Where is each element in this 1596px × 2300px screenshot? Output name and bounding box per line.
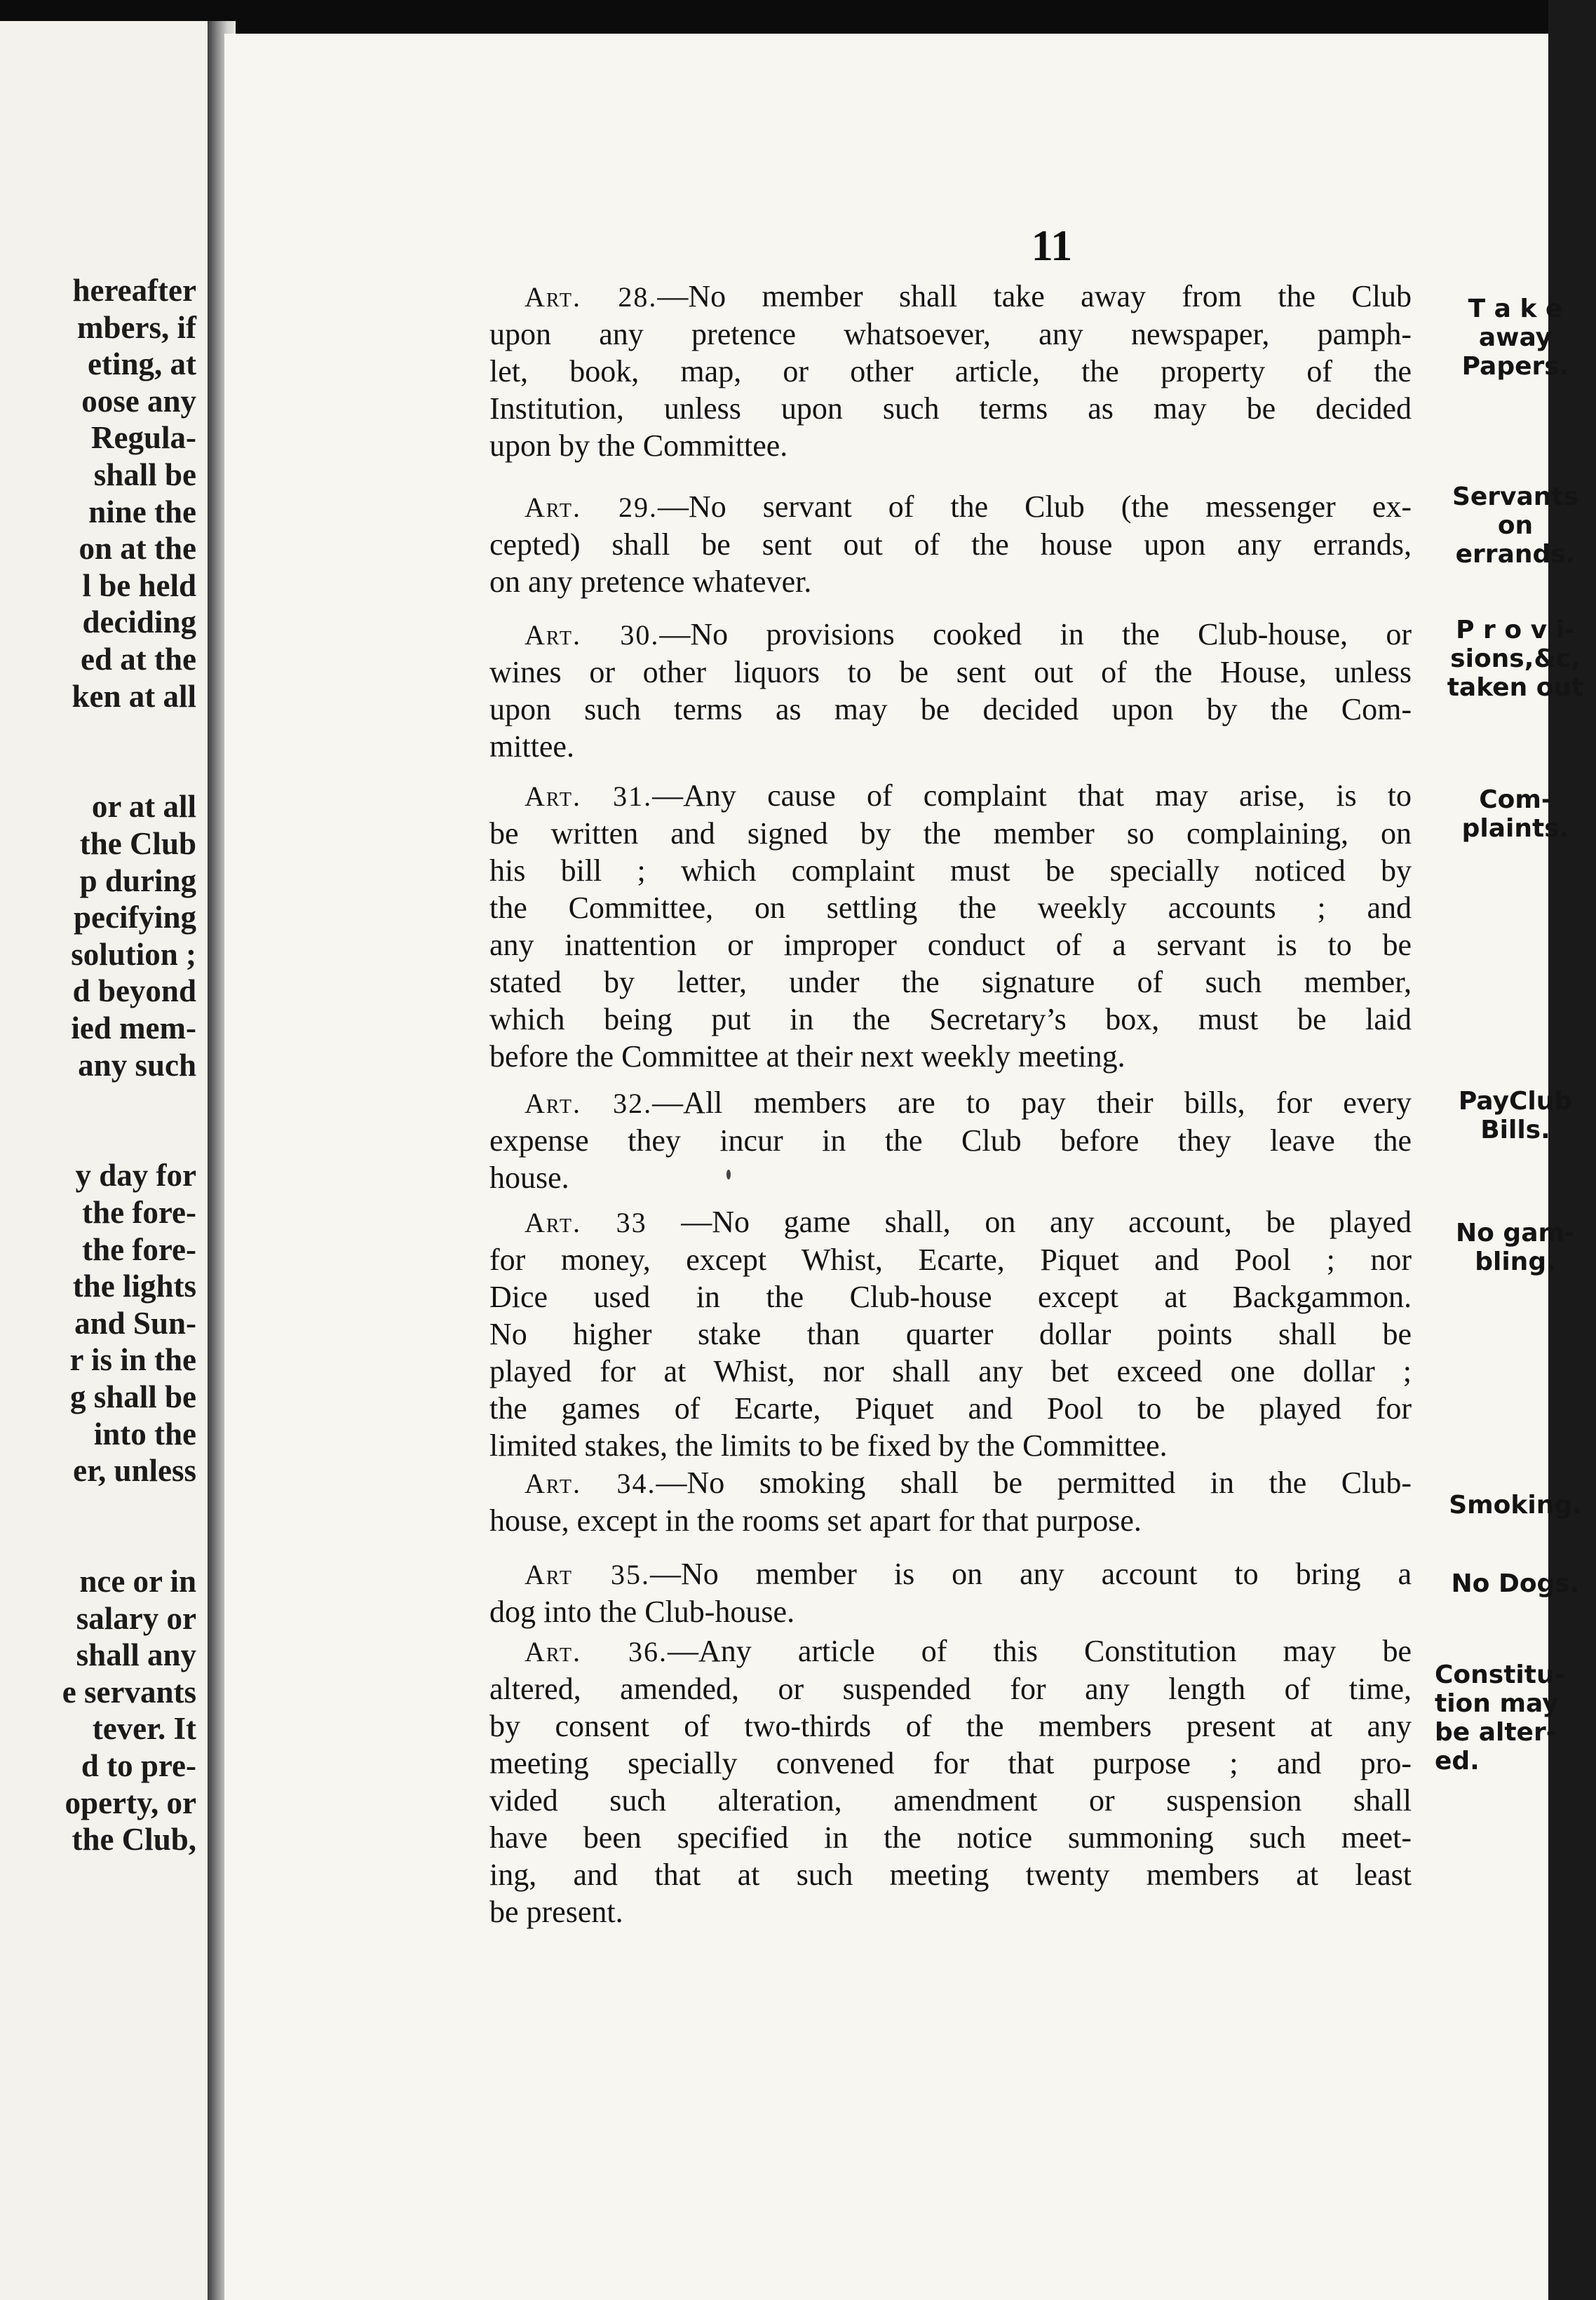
article-label: Art. 30.: [525, 619, 660, 651]
article-line: dog into the Club-house.: [489, 1595, 795, 1629]
facing-page-line: d to pre-: [81, 1748, 196, 1783]
article-line: Institution, unless upon such terms as may be decided: [489, 391, 1412, 426]
article-paragraph: [489, 278, 1412, 464]
margin-note-line: T a k e: [1468, 295, 1563, 323]
article-line: for money, except Whist, Ecarte, Piquet and Pool ; nor: [489, 1243, 1412, 1277]
margin-note-line: No gam-: [1456, 1219, 1575, 1247]
facing-page-line: tever. It: [92, 1711, 196, 1747]
article-line: upon any pretence whatsoever, any newspaper, pamph-: [489, 317, 1412, 351]
facing-page-line: e servants: [62, 1674, 196, 1710]
article-paragraph: [489, 1632, 1412, 1930]
margin-note-line: Com-: [1479, 785, 1552, 814]
margin-note-line: No Dogs.: [1451, 1569, 1580, 1598]
article-line: meeting specially convened for that purpose ; and pro-: [489, 1746, 1412, 1780]
article-line: upon such terms as may be decided upon by the Com-: [489, 692, 1412, 726]
article-line: stated by letter, under the signature of such member,: [489, 965, 1412, 999]
article-label: Art. 28.: [525, 281, 658, 313]
margin-note-line: Constitu-: [1435, 1660, 1565, 1689]
article-line: vided such alteration, amendment or suspension shall: [489, 1783, 1412, 1818]
article-line: No higher stake than quarter dollar points shall be: [489, 1317, 1412, 1351]
article-line: ing, and that at such meeting twenty members at least: [489, 1858, 1412, 1892]
facing-page-line: the fore-: [82, 1195, 196, 1230]
page-number: 11: [1031, 222, 1073, 270]
article-line: on any pretence whatever.: [489, 564, 812, 599]
article-line: have been specified in the notice summoning such meet-: [489, 1820, 1412, 1855]
facing-page-line: l be held: [82, 567, 196, 603]
article-line: [489, 777, 1412, 815]
article-line-text: —No member shall take away from the Club: [657, 279, 1412, 313]
article-line-text: —All members are to pay their bills, for every: [652, 1085, 1412, 1120]
facing-page-line: shall any: [76, 1637, 196, 1673]
margin-note-line: ed.: [1435, 1747, 1480, 1775]
facing-page-line: salary or: [76, 1600, 196, 1636]
article-line: his bill ; which complaint must be specially noticed by: [489, 853, 1412, 888]
facing-page-line: y day for: [75, 1158, 196, 1193]
facing-page-line: or at all: [91, 789, 196, 825]
article-line: [489, 1203, 1412, 1241]
article-line-text: —No member is on any account to bring a: [649, 1557, 1412, 1591]
article-line: altered, amended, or suspended for any length of time,: [489, 1672, 1412, 1706]
facing-page-line: the lights: [72, 1269, 196, 1304]
margin-note-line: P r o v i-: [1456, 616, 1575, 644]
facing-page-line: pecifying: [74, 900, 196, 935]
facing-page-line: ied mem-: [71, 1010, 196, 1046]
article-line: by consent of two-thirds of the members present at any: [489, 1709, 1412, 1743]
margin-note: [1435, 616, 1596, 702]
article-label: Art. 33: [525, 1207, 647, 1238]
margin-note: [1435, 785, 1596, 843]
margin-note-line: Papers.: [1461, 352, 1569, 381]
margin-note-line: Bills.: [1480, 1116, 1550, 1144]
margin-note-line: on: [1497, 511, 1534, 540]
article-label: Art. 31.: [525, 780, 653, 812]
facing-page-line: ken at all: [72, 678, 196, 714]
margin-note-line: taken out: [1447, 673, 1584, 702]
margin-note-line: sions,&c,: [1450, 644, 1581, 673]
article-line: [489, 1084, 1412, 1122]
facing-page-line: on at the: [79, 531, 196, 567]
article-line: Dice used in the Club-house except at Backgammon.: [489, 1280, 1412, 1314]
article-paragraph: [489, 777, 1412, 1075]
facing-page-line: the Club: [79, 826, 196, 861]
facing-page-line: mbers, if: [77, 309, 196, 345]
page: [224, 34, 1584, 2300]
article-line-text: —Any article of this Constitution may be: [668, 1634, 1412, 1668]
article-line-text: —No smoking shall be permitted in the Club-: [656, 1466, 1412, 1500]
article-line: house.: [489, 1161, 569, 1195]
article-line: upon by the Committee.: [489, 428, 788, 463]
article-line: any inattention or improper conduct of a servant is to be: [489, 928, 1412, 962]
article-line-text: —No servant of the Club (the messenger ex-: [657, 489, 1412, 524]
margin-note-line: Servants: [1452, 482, 1579, 511]
article-label: Art. 32.: [525, 1088, 653, 1119]
margin-note-line: PayClub: [1458, 1087, 1573, 1116]
article-line: played for at Whist, nor shall any bet exceed one dollar ;: [489, 1354, 1412, 1388]
facing-page-line: p during: [79, 862, 196, 898]
facing-page-line: operty, or: [65, 1785, 196, 1820]
margin-note: [1435, 1491, 1596, 1520]
facing-page-line: g shall be: [69, 1379, 196, 1414]
article-line-text: —No provisions cooked in the Club-house, or: [659, 617, 1412, 651]
margin-note: [1435, 482, 1596, 569]
margin-note: [1435, 1569, 1596, 1598]
margin-note-line: away: [1478, 323, 1553, 352]
margin-note-line: errands.: [1455, 540, 1576, 569]
article-label: Art. 36.: [525, 1636, 668, 1668]
margin-note-line: tion may: [1435, 1689, 1559, 1718]
facing-page-line: Regula-: [91, 420, 196, 456]
margin-note-line: bling.: [1475, 1247, 1556, 1276]
article-line: the games of Ecarte, Piquet and Pool to be played for: [489, 1391, 1412, 1426]
article-line: which being put in the Secretary’s box, must be laid: [489, 1002, 1412, 1036]
ink-speck: [726, 1170, 731, 1179]
article-paragraph: [489, 1084, 1412, 1196]
article-paragraph: [489, 1203, 1412, 1464]
margin-note: [1435, 1087, 1596, 1144]
margin-note: [1435, 1219, 1596, 1276]
margin-note: [1435, 1660, 1596, 1775]
facing-page-line: r is in the: [69, 1342, 196, 1378]
article-line-text: —No game shall, on any account, be played: [647, 1205, 1412, 1239]
article-line: [489, 488, 1412, 526]
facing-page-line: er, unless: [73, 1453, 196, 1489]
margin-note-line: plaints.: [1461, 814, 1569, 843]
facing-page-line: nine the: [88, 494, 196, 529]
article-paragraph: [489, 1555, 1412, 1630]
article-label: Art. 29.: [525, 492, 658, 523]
article-line: limited stakes, the limits to be fixed by the Committee.: [489, 1428, 1168, 1463]
facing-page-line: and Sun-: [74, 1305, 196, 1341]
facing-page-line: the fore-: [82, 1231, 196, 1267]
margin-note: [1435, 295, 1596, 381]
facing-page-line: the Club,: [72, 1822, 196, 1858]
facing-page-line: hereafter: [72, 273, 196, 308]
margin-note-line: Smoking.: [1449, 1491, 1582, 1520]
article-line-text: —Any cause of complaint that may arise, is to: [652, 778, 1412, 813]
facing-page-line: into the: [93, 1416, 196, 1452]
article-line: [489, 616, 1412, 654]
facing-page-line: nce or in: [79, 1564, 196, 1599]
article-line: wines or other liquors to be sent out of the House, unless: [489, 655, 1412, 689]
facing-page-line: deciding: [82, 604, 196, 640]
facing-page-fragment: [0, 21, 208, 2300]
article-line: the Committee, on settling the weekly accounts ; and: [489, 891, 1412, 925]
article-line: be written and signed by the member so complaining, on: [489, 816, 1412, 851]
article-line: mittee.: [489, 729, 574, 764]
facing-page-line: eting, at: [88, 346, 196, 382]
article-label: Art 35.: [525, 1559, 650, 1590]
article-paragraph: [489, 488, 1412, 600]
article-line: [489, 1632, 1412, 1670]
facing-page-line: ed at the: [81, 642, 196, 677]
facing-page-line: any such: [78, 1047, 196, 1083]
margin-note-line: be alter-: [1435, 1718, 1557, 1747]
article-line: [489, 1464, 1412, 1502]
facing-page-line: shall be: [93, 457, 196, 492]
article-paragraph: [489, 616, 1412, 765]
article-line: cepted) shall be sent out of the house upon any errands,: [489, 527, 1412, 562]
article-label: Art. 34.: [525, 1468, 656, 1499]
facing-page-line: oose any: [81, 383, 196, 419]
article-line: house, except in the rooms set apart for that purpose.: [489, 1503, 1142, 1538]
article-line: expense they incur in the Club before they leave the: [489, 1123, 1412, 1158]
article-line: before the Committee at their next weekly meeting.: [489, 1039, 1125, 1074]
article-paragraph: [489, 1464, 1412, 1539]
article-line: let, book, map, or other article, the property of the: [489, 354, 1412, 388]
facing-page-line: d beyond: [72, 973, 196, 1009]
article-line: be present.: [489, 1895, 623, 1929]
article-line: [489, 278, 1412, 316]
facing-page-line: solution ;: [71, 936, 196, 972]
article-line: [489, 1555, 1412, 1593]
